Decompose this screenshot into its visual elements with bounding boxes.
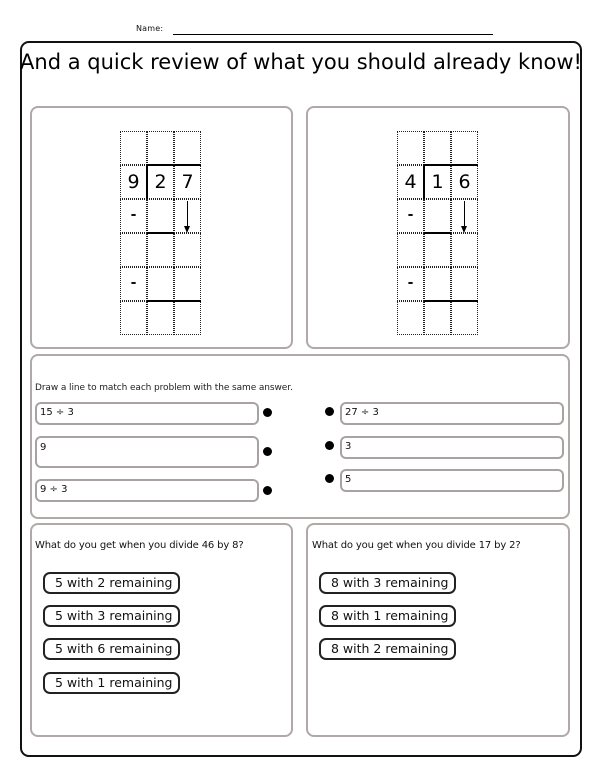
question-panel-2 (306, 523, 570, 737)
long-division-grid (120, 131, 201, 335)
grid-cell[interactable] (174, 267, 201, 301)
question-prompt: What do you get when you divide 17 by 2? (312, 540, 521, 551)
name-row (0, 22, 600, 38)
match-left-item[interactable]: 15 ÷ 3 (35, 402, 259, 425)
dividend-digit: 6 (458, 171, 471, 193)
answer-option[interactable]: 5 with 1 remaining (43, 672, 180, 694)
division-bracket (423, 165, 425, 199)
dividend-digit: 7 (181, 171, 194, 193)
long-division-grid (397, 131, 478, 335)
grid-cell[interactable] (174, 131, 201, 165)
match-left-item[interactable]: 9 (35, 436, 259, 468)
grid-cell[interactable] (424, 267, 451, 301)
grid-cell[interactable] (397, 131, 424, 165)
answer-option[interactable]: 5 with 6 remaining (43, 638, 180, 660)
dividend-digit: 1 (431, 171, 444, 193)
grid-cell[interactable] (424, 199, 451, 233)
grid-cell[interactable] (451, 267, 478, 301)
arrow-down-icon (187, 201, 188, 226)
arrow-head-icon (461, 226, 467, 233)
grid-cell[interactable] (147, 233, 174, 267)
question-panel-1 (30, 523, 293, 737)
match-right-item[interactable]: 5 (340, 469, 564, 492)
arrow-head-icon (184, 226, 190, 233)
match-dot-left[interactable] (263, 408, 272, 417)
match-right-item[interactable]: 3 (340, 436, 564, 459)
minus-sign: - (407, 275, 414, 291)
minus-sign: - (130, 207, 137, 223)
grid-cell[interactable] (451, 233, 478, 267)
divisor: 9 (127, 171, 140, 193)
match-right-item[interactable]: 27 ÷ 3 (340, 402, 564, 425)
grid-cell[interactable] (424, 131, 451, 165)
answer-option[interactable]: 8 with 1 remaining (319, 605, 456, 627)
subtraction-line (147, 300, 201, 302)
division-bracket-top (423, 164, 478, 166)
division-bracket (146, 165, 148, 199)
match-dot-right[interactable] (325, 441, 334, 450)
grid-cell[interactable] (147, 301, 174, 335)
subtraction-line (424, 300, 478, 302)
grid-cell[interactable] (451, 131, 478, 165)
arrow-down-icon (464, 201, 465, 226)
match-dot-right[interactable] (325, 407, 334, 416)
subtraction-line (147, 232, 174, 234)
minus-sign: - (407, 207, 414, 223)
grid-cell[interactable] (120, 301, 147, 335)
grid-cell[interactable] (120, 131, 147, 165)
grid-cell[interactable] (451, 301, 478, 335)
grid-cell[interactable] (147, 267, 174, 301)
match-dot-left[interactable] (263, 447, 272, 456)
divisor: 4 (404, 171, 417, 193)
grid-cell[interactable] (424, 301, 451, 335)
name-input-line[interactable] (173, 34, 493, 35)
answer-option[interactable]: 8 with 2 remaining (319, 638, 456, 660)
dividend-digit: 2 (154, 171, 167, 193)
match-left-item[interactable]: 9 ÷ 3 (35, 479, 259, 502)
grid-cell[interactable] (120, 233, 147, 267)
page-title: And a quick review of what you should already know! (20, 50, 582, 74)
answer-option[interactable]: 5 with 2 remaining (43, 572, 180, 594)
question-prompt: What do you get when you divide 46 by 8? (35, 540, 244, 551)
grid-cell[interactable] (147, 199, 174, 233)
minus-sign: - (130, 275, 137, 291)
subtraction-line (424, 232, 451, 234)
grid-cell[interactable] (424, 233, 451, 267)
grid-cell[interactable] (147, 131, 174, 165)
match-dot-left[interactable] (263, 486, 272, 495)
match-dot-right[interactable] (325, 474, 334, 483)
grid-cell[interactable] (397, 301, 424, 335)
matching-instruction: Draw a line to match each problem with the same answer. (35, 383, 293, 393)
name-label: Name: (136, 24, 164, 33)
answer-option[interactable]: 5 with 3 remaining (43, 605, 180, 627)
grid-cell[interactable] (397, 233, 424, 267)
grid-cell[interactable] (174, 233, 201, 267)
grid-cell[interactable] (174, 301, 201, 335)
division-bracket-top (146, 164, 201, 166)
answer-option[interactable]: 8 with 3 remaining (319, 572, 456, 594)
